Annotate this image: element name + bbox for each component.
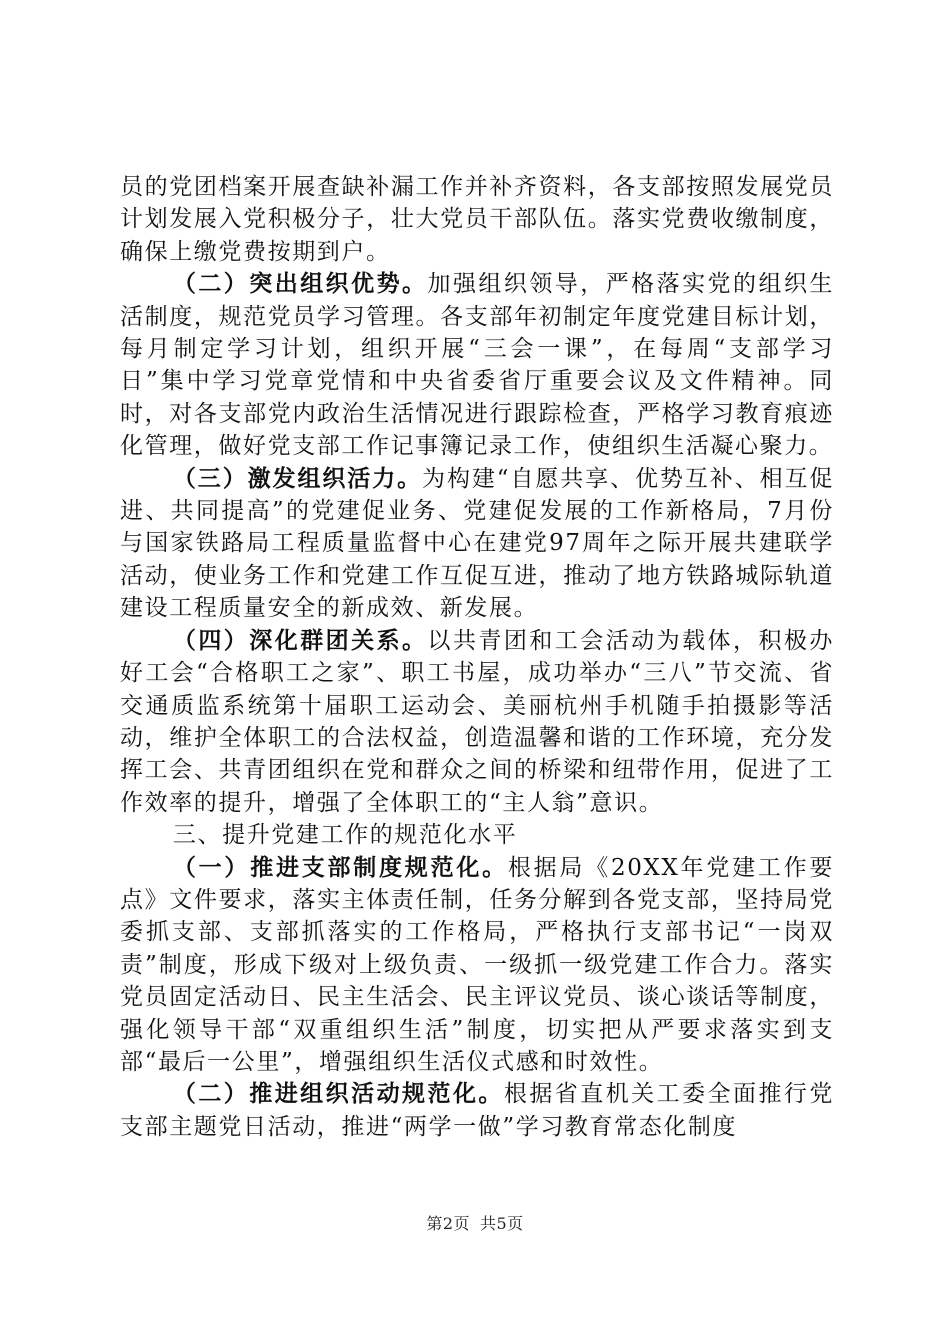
paragraph-4 — [120, 625, 834, 819]
paragraph-6 — [120, 852, 834, 1079]
paragraph-text: 加强组织领导，严格落实党的组织生活制度，规范党员学习管理。各支部年初制定年度党建目标计划，每月制定学习计划，组织开展“三会一课”，在每周“支部学习日”集中学习党章党情和中央省委省厅重要会议及文件精神。同时，对各支部党内政治生活情况进行跟踪检查，严格学习教育痕迹化管理，做好党支部工作记事簿记录工作，使组织生活凝心聚力。 — [120, 271, 834, 460]
paragraph-text: 以共青团和工会活动为载体，积极办好工会“合格职工之家”、职工书屋，成功举办“三八”节交流、省交通质监系统第十届职工运动会、美丽杭州手机随手拍摄影等活动，维护全体职工的合法权益，创造温馨和谐的工作环境，充分发挥工会、共青团组织在党和群众之间的桥梁和纽带作用，促进了工作效率的提升，增强了全体职工的“主人翁”意识。 — [120, 627, 834, 816]
paragraph-heading: （四）深化群团关系。 — [172, 626, 428, 654]
section-heading-text: 三、提升党建工作的规范化水平 — [172, 822, 518, 849]
page-total: 共5页 — [480, 1214, 524, 1233]
paragraph-heading: （二）推进组织活动规范化。 — [172, 1080, 504, 1108]
paragraph-2 — [120, 268, 834, 462]
paragraph-text: 员的党团档案开展查缺补漏工作并补齐资料，各支部按照发展党员计划发展入党积极分子，壮大党员干部队伍。落实党费收缴制度，确保上缴党费按期到户。 — [120, 174, 834, 265]
paragraph-7 — [120, 1078, 834, 1143]
page-footer — [0, 1214, 950, 1234]
paragraph-text: 为构建“自愿共享、优势互补、相互促进、共同提高”的党建促业务、党建促发展的工作新格局，7月份与国家铁路局工程质量监督中心在建党97周年之际开展共建联学活动，使业务工作和党建工作互促互进，推动了地方铁路城际轨道建设工程质量安全的新成效、新发展。 — [120, 465, 834, 622]
document-body — [120, 171, 834, 1143]
paragraph-heading: （三）激发组织活力。 — [172, 464, 423, 492]
paragraph-text: 根据省直机关工委全面推行党支部主题党日活动，推进“两学一做”学习教育常态化制度 — [120, 1081, 834, 1140]
section-heading — [120, 819, 834, 851]
paragraph-heading: （一）推进支部制度规范化。 — [172, 853, 508, 881]
paragraph-3 — [120, 463, 834, 625]
paragraph-text: 根据局《20XX年党建工作要点》文件要求，落实主体责任制，任务分解到各党支部，坚持局党委抓支部、支部抓落实的工作格局，严格执行支部书记“一岗双责”制度，形成下级对上级负责、一级抓一级党建工作合力。落实党员固定活动日、民主生活会、民主评议党员、谈心谈话等制度，强化领导干部“双重组织生活”制度，切实把从严要求落实到支部“最后一公里”，增强组织生活仪式感和时效性。 — [120, 854, 834, 1075]
page-number: 第2页 — [426, 1214, 470, 1233]
paragraph-heading: （二）突出组织优势。 — [172, 270, 428, 298]
paragraph-1 — [120, 171, 834, 268]
